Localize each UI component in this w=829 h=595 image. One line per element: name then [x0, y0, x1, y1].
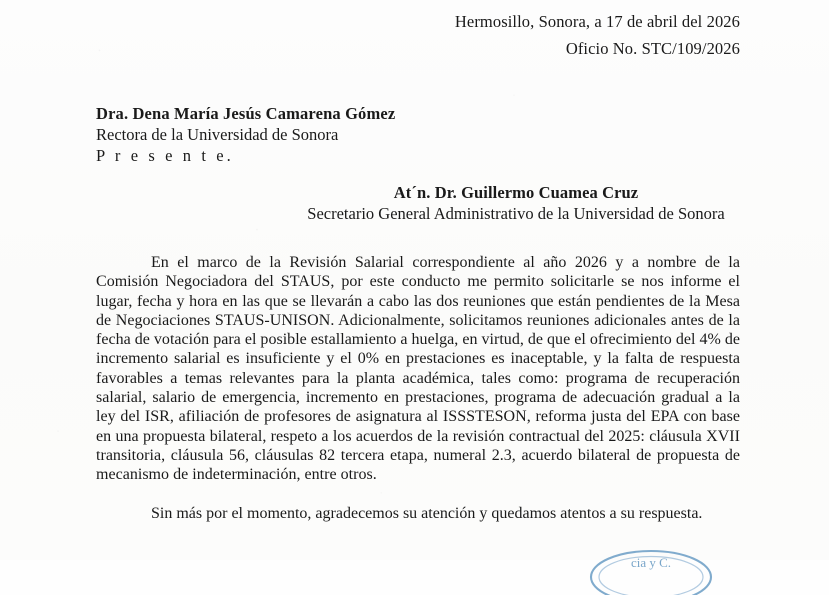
document-content	[96, 0, 740, 560]
stamp-text: cia y C.	[631, 555, 671, 570]
attention-name: At´n. Dr. Guillermo Cuamea Cruz	[292, 182, 740, 203]
attention-role: Secretario General Administrativo de la Universidad de Sonora	[292, 203, 740, 224]
letter-body	[96, 253, 740, 523]
attention-block	[96, 182, 740, 224]
letter-header	[96, 0, 740, 62]
recipient-role: Rectora de la Universidad de Sonora	[96, 124, 740, 145]
recipient-name: Dra. Dena María Jesús Camarena Gómez	[96, 103, 740, 124]
body-paragraph-closing: Sin más por el momento, agradecemos su atención y quedamos atentos a su respuesta.	[96, 504, 740, 523]
recipient-block	[96, 103, 740, 166]
oficio-number: Oficio No. STC/109/2026	[96, 35, 740, 62]
place-and-date: Hermosillo, Sonora, a 17 de abril del 2026	[96, 8, 740, 35]
recipient-salutation: P r e s e n t e.	[96, 145, 740, 166]
body-paragraph-main: En el marco de la Revisión Salarial correspondiente al año 2026 y a nombre de la Comisión Negociadora del STAUS, por este conducto me permito solicitarle se nos informe el lugar, fecha y hora en las que se llevarán a cabo las dos reuniones que están pendientes de la Mesa de Negociaciones STAUS-UNISON. Adicionalmente, solicitamos reuniones adicionales antes de la fecha de votación para el posible estallamiento a huelga, en virtud, de que el ofrecimiento del 4% de incremento salarial es insuficiente y el 0% en prestaciones es inaceptable, y la falta de respuesta favorables a temas relevantes para la planta académica, tales como: programa de recuperación salarial, salario de emergencia, incremento en prestaciones, programa de adecuación gradual a la ley del ISR, afiliación de profesores de asignatura al ISSSTESON, reforma justa del EPA con base en una propuesta bilateral, respeto a los acuerdos de la revisión contractual del 2025: cláusula XVII transitoria, cláusula 56, cláusulas 82 tercera etapa, numeral 2.3, acuerdo bilateral de propuesta de mecanismo de indeterminación, entre otros.	[96, 253, 740, 485]
